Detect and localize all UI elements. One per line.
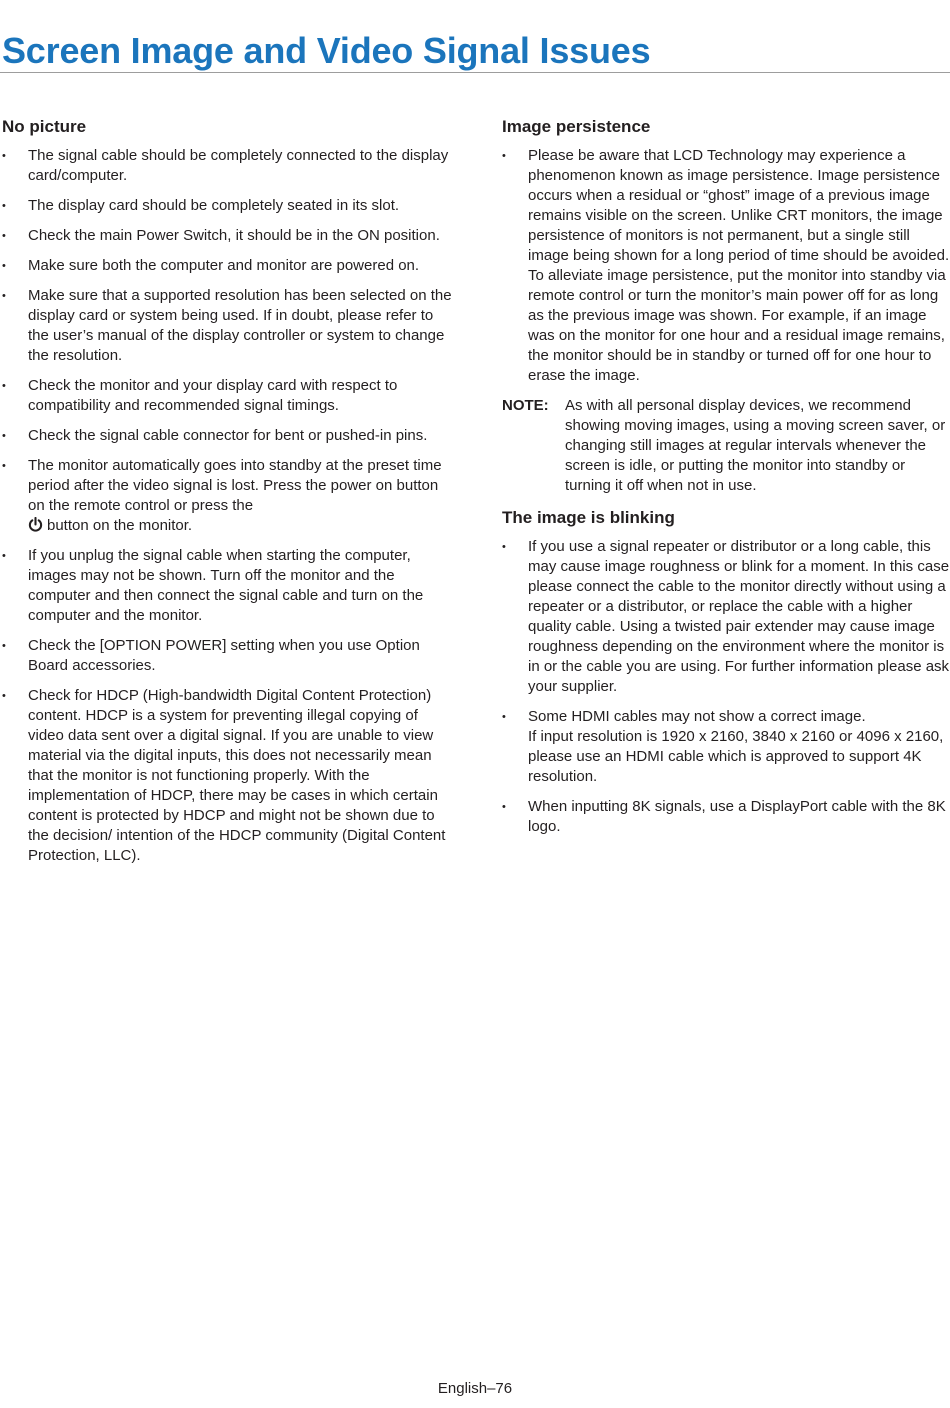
note-text: As with all personal display devices, we recommend showing moving images, using a moving screen saver, or changing still images at regular intervals whenever the screen is idle, or putting the monitor into standby or turning it off when not in use.	[565, 397, 946, 494]
image-persistence-list	[502, 146, 950, 386]
section-heading-image-blinking: The image is blinking	[502, 508, 675, 527]
list-item-text: Check the signal cable connector for bent or pushed-in pins.	[28, 427, 428, 444]
bullet-dot-icon: •	[502, 801, 506, 813]
no-picture-list	[2, 146, 457, 866]
bullet-dot-icon: •	[2, 150, 6, 162]
list-item-text: Check for HDCP (High-bandwidth Digital Content Protection) content. HDCP is a system for preventing illegal copying of video data sent over a digital signal. If you are unable to view material via the digital inputs, this does not necessarily mean that the monitor is not functioning properly. With the implementation of HDCP, there may be cases in which certain content is protected by HDCP and might not be shown due to the decision/ intention of the HDCP community (Digital Content Protection, LLC).	[28, 687, 446, 864]
right-column	[502, 115, 950, 847]
bullet-dot-icon: •	[2, 460, 6, 472]
list-item	[2, 636, 457, 676]
page-title: Screen Image and Video Signal Issues	[2, 30, 651, 71]
section-heading-image-persistence: Image persistence	[502, 117, 651, 136]
list-item	[502, 537, 950, 697]
bullet-dot-icon: •	[2, 430, 6, 442]
bullet-dot-icon: •	[502, 711, 506, 723]
page-number: English–76	[437, 1380, 513, 1397]
list-item-text: If you unplug the signal cable when starting the computer, images may not be shown. Turn off the monitor and the computer and then connect the signal cable and turn on the computer and the monitor.	[28, 547, 424, 624]
bullet-dot-icon: •	[2, 230, 6, 242]
list-item-text-continued: If input resolution is 1920 x 2160, 3840 x 2160 or 4096 x 2160, please use an HDMI cable which is approved to support 4K resolution.	[528, 728, 944, 785]
list-item-text: Check the monitor and your display card with respect to compatibility and recommended signal timings.	[28, 377, 398, 414]
list-item-text: Make sure both the computer and monitor are powered on.	[28, 257, 420, 274]
section-heading-no-picture: No picture	[2, 117, 87, 136]
bullet-dot-icon: •	[502, 150, 506, 162]
list-item-text: Some HDMI cables may not show a correct image.	[528, 708, 866, 725]
note-label: NOTE:	[502, 397, 549, 414]
bullet-dot-icon: •	[2, 640, 6, 652]
list-item	[2, 286, 457, 366]
list-item-text: Check the [OPTION POWER] setting when you use Option Board accessories.	[28, 637, 420, 674]
bullet-dot-icon: •	[2, 200, 6, 212]
list-item-text: Check the main Power Switch, it should be in the ON position.	[28, 227, 440, 244]
left-column	[2, 115, 457, 876]
list-item	[502, 146, 950, 386]
list-item-text: Make sure that a supported resolution has been selected on the display card or system being used. If in doubt, please refer to the user’s manual of the display controller or system to change the resolution.	[28, 287, 452, 364]
bullet-dot-icon: •	[2, 690, 6, 702]
list-item-text: The monitor automatically goes into standby at the preset time period after the video signal is lost. Press the power on button on the remote control or press the	[28, 457, 442, 514]
list-item	[2, 546, 457, 626]
list-item-text: If you use a signal repeater or distributor or a long cable, this may cause image roughness or blink for a moment. In this case please connect the cable to the monitor directly without using a repeater or a distributor, or replace the cable with a higher quality cable. Using a twisted pair extender may cause image roughness depending on the environment where the monitor is in or the cable you are using. For further information please ask your supplier.	[528, 538, 950, 695]
list-item	[502, 707, 950, 787]
list-item	[2, 686, 457, 866]
bullet-dot-icon: •	[2, 380, 6, 392]
bullet-dot-icon: •	[2, 550, 6, 562]
image-blinking-list	[502, 537, 950, 837]
list-item-text: The signal cable should be completely connected to the display card/computer.	[28, 147, 449, 184]
bullet-dot-icon: •	[2, 260, 6, 272]
list-item	[502, 797, 950, 837]
power-button-icon	[28, 517, 43, 532]
note-block	[502, 396, 950, 496]
list-item-text: When inputting 8K signals, use a DisplayPort cable with the 8K logo.	[528, 798, 946, 835]
list-item	[2, 226, 457, 246]
power-button-text: button on the monitor.	[47, 517, 193, 534]
list-item	[2, 456, 457, 536]
title-divider	[0, 72, 950, 73]
bullet-dot-icon: •	[2, 290, 6, 302]
list-item	[2, 376, 457, 416]
list-item	[2, 196, 457, 216]
list-item	[2, 256, 457, 276]
list-item	[2, 146, 457, 186]
list-item-text: Please be aware that LCD Technology may experience a phenomenon known as image persistence. Image persistence occurs when a residual or “ghost” image of a previous image remains visible on the screen. Unlike CRT monitors, the image persistence of monitors is not permanent, but a single still image being shown for a long period of time should be avoided. To alleviate image persistence, put the monitor into standby via remote control or turn the monitor’s main power off for as long as the previous image was shown. For example, if an image was on the monitor for one hour and a residual image remains, the monitor should be in standby or turned off for one hour to erase the image.	[528, 147, 950, 384]
power-button-line	[28, 516, 457, 536]
list-item-text: The display card should be completely seated in its slot.	[28, 197, 400, 214]
bullet-dot-icon: •	[502, 541, 506, 553]
list-item	[2, 426, 457, 446]
